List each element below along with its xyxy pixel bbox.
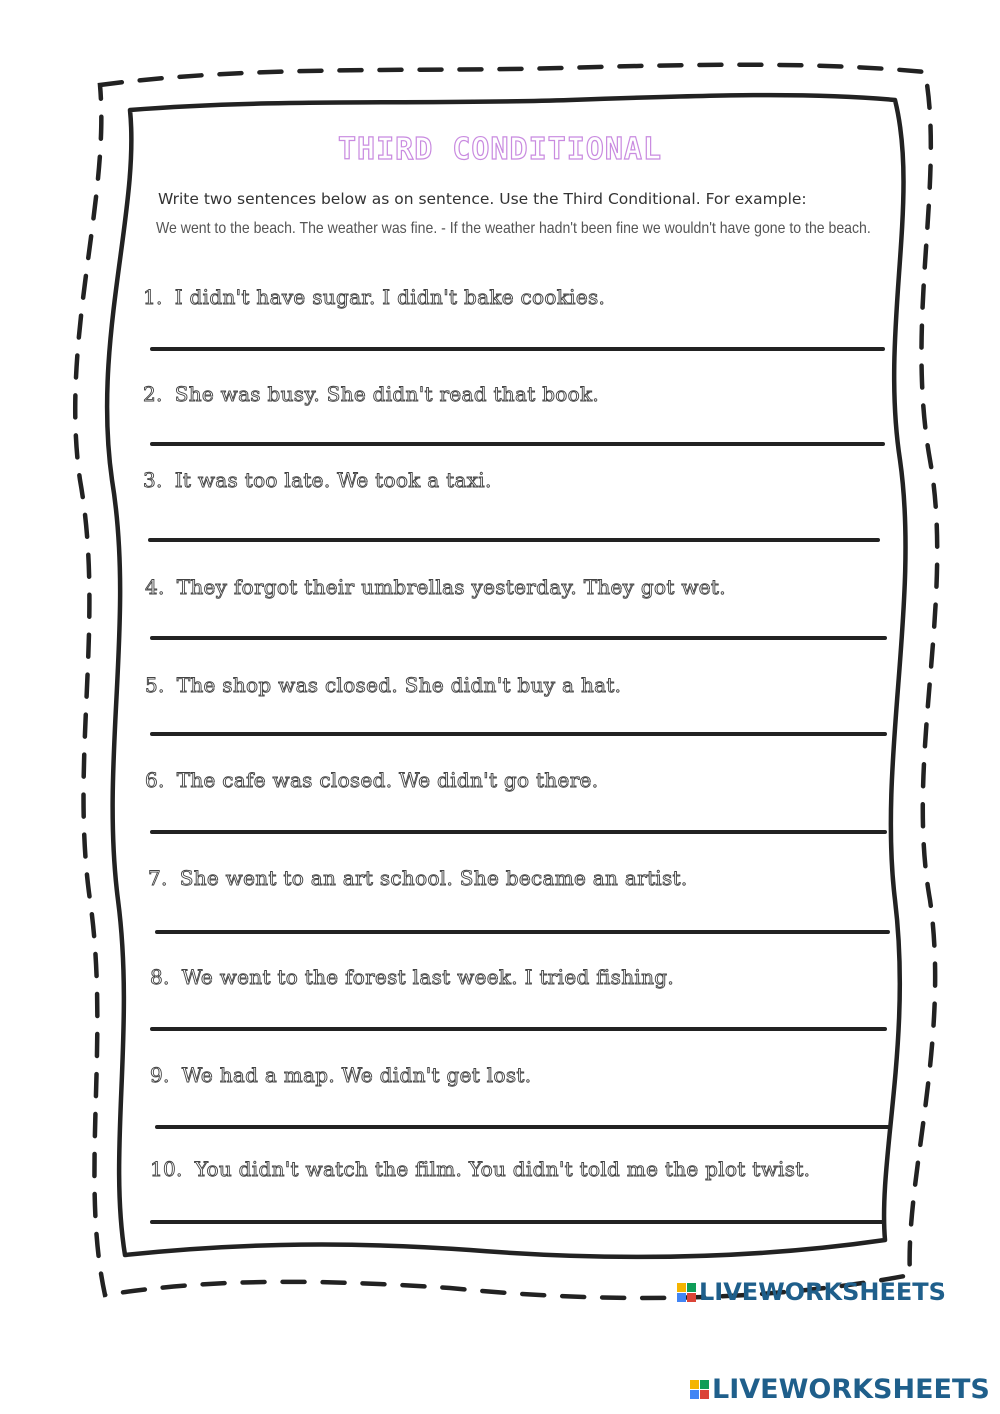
question-8 [150,965,674,989]
question-number: 10. [150,1157,183,1181]
worksheet-title: THIRD CONDITIONAL [337,132,663,167]
answer-line-3[interactable] [148,538,880,542]
question-number: 6. [145,768,165,792]
question-7 [148,866,688,890]
question-text: It was too late. We took a taxi. [174,468,492,492]
question-text: The cafe was closed. We didn't go there. [176,768,599,792]
question-number: 8. [150,965,170,989]
question-5 [145,673,621,697]
answer-line-7[interactable] [155,930,890,934]
question-number: 1. [143,285,163,309]
question-2 [143,382,599,406]
footer-logo: LIVEWORKSHEETS [690,1374,990,1405]
instructions: Write two sentences below as on sentence. Use the Third Conditional. For example: [158,190,807,208]
question-text: They forgot their umbrellas yesterday. They got wet. [176,575,726,599]
question-4 [145,575,726,599]
question-text: She went to an art school. She became an artist. [179,866,688,890]
question-number: 5. [145,673,165,697]
question-text: You didn't watch the film. You didn't told me the plot twist. [194,1157,811,1181]
answer-line-8[interactable] [150,1027,887,1031]
question-10 [150,1157,810,1181]
answer-line-2[interactable] [150,442,885,446]
question-number: 7. [148,866,168,890]
question-text: The shop was closed. She didn't buy a hat. [176,673,622,697]
question-number: 3. [143,468,163,492]
question-1 [143,285,605,309]
question-number: 9. [150,1063,170,1087]
answer-line-9[interactable] [155,1125,892,1129]
question-6 [145,768,598,792]
answer-line-6[interactable] [150,830,887,834]
watermark-logo: LIVEWORKSHEETS [677,1278,946,1306]
question-text: I didn't have sugar. I didn't bake cookies. [174,285,606,309]
question-text: She was busy. She didn't read that book. [174,382,600,406]
answer-line-10[interactable] [150,1220,885,1224]
question-3 [143,468,492,492]
liveworksheets-logo-icon [677,1283,696,1302]
question-text: We had a map. We didn't get lost. [181,1063,532,1087]
question-text: We went to the forest last week. I tried fishing. [181,965,675,989]
answer-line-5[interactable] [150,732,887,736]
question-number: 2. [143,382,163,406]
question-9 [150,1063,531,1087]
answer-line-4[interactable] [150,636,887,640]
example-sentence: We went to the beach. The weather was fine. - If the weather hadn't been fine we wouldn't have gone to the beach. [156,220,871,237]
liveworksheets-logo-icon [690,1380,709,1399]
question-number: 4. [145,575,165,599]
answer-line-1[interactable] [150,347,885,351]
